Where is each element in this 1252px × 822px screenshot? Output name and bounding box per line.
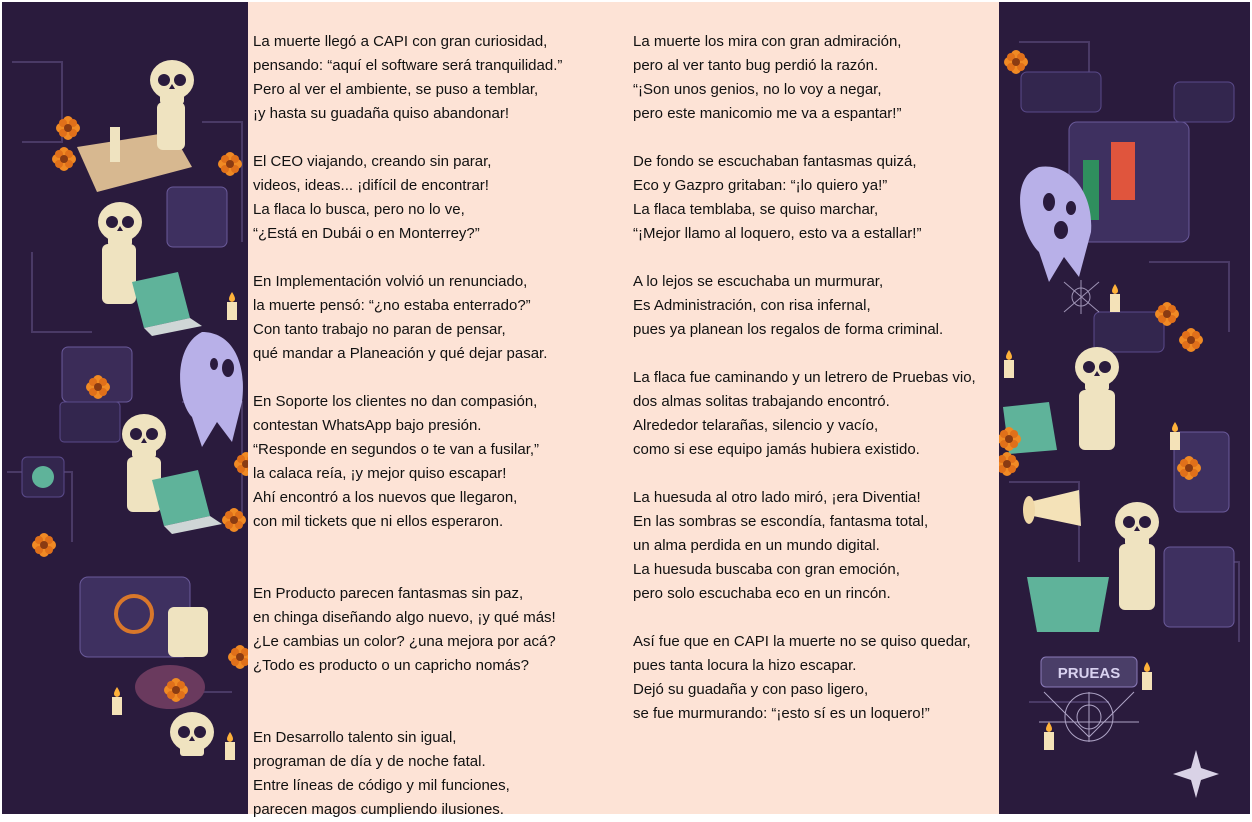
- poem-line: Así fue que en CAPI la muerte no se quiso quedar,: [633, 633, 971, 650]
- poem-line: En Implementación volvió un renunciado,: [253, 273, 528, 290]
- stanza: [633, 630, 993, 726]
- poem-line: programan de día y de noche fatal.: [253, 753, 486, 770]
- poem-line: El CEO viajando, creando sin parar,: [253, 153, 492, 170]
- poem-line: Alrededor telarañas, silencio y vacío,: [633, 417, 879, 434]
- poem-line: qué mandar a Planeación y qué dejar pasar.: [253, 345, 548, 362]
- poem-line: Con tanto trabajo no paran de pensar,: [253, 321, 506, 338]
- poem-page: [248, 2, 999, 818]
- poem-line: Ahí encontró a los nuevos que llegaron,: [253, 489, 518, 506]
- poem-line: La huesuda al otro lado miró, ¡era Diventia!: [633, 489, 921, 506]
- poem-line: “Responde en segundos o te van a fusilar,”: [253, 441, 540, 458]
- poem-line: se fue murmurando: “¡esto sí es un loquero!”: [633, 705, 930, 722]
- poem-line: videos, ideas... ¡difícil de encontrar!: [253, 177, 489, 194]
- poem-line: “¡Son unos genios, no lo voy a negar,: [633, 81, 882, 98]
- poem-line: La flaca temblaba, se quiso marchar,: [633, 201, 879, 218]
- poem-line: pero al ver tanto bug perdió la razón.: [633, 57, 879, 74]
- poem-line: Eco y Gazpro gritaban: “¡lo quiero ya!”: [633, 177, 888, 194]
- poem-line: La muerte los mira con gran admiración,: [633, 33, 902, 50]
- poem-line: dos almas solitas trabajando encontró.: [633, 393, 890, 410]
- poem-line: parecen magos cumpliendo ilusiones.: [253, 801, 504, 818]
- poem-line: Entre líneas de código y mil funciones,: [253, 777, 510, 794]
- poem-line: pero este manicomio me va a espantar!”: [633, 105, 902, 122]
- poem-line: A lo lejos se escuchaba un murmurar,: [633, 273, 884, 290]
- stanza: [633, 486, 993, 606]
- poem-line: ¿Le cambias un color? ¿una mejora por acá?: [253, 633, 556, 650]
- stanza: [633, 366, 993, 462]
- poem-line: En las sombras se escondía, fantasma total,: [633, 513, 929, 530]
- stanza: [253, 582, 623, 678]
- poem-line: ¿Todo es producto o un capricho nomás?: [253, 657, 529, 674]
- poem-line: la muerte pensó: “¿no estaba enterrado?”: [253, 297, 531, 314]
- poem-line: Dejó su guadaña y con paso ligero,: [633, 681, 869, 698]
- poem-line: con mil tickets que ni ellos esperaron.: [253, 513, 504, 530]
- poem-line: “¿Está en Dubái o en Monterrey?”: [253, 225, 480, 242]
- stanza: [633, 270, 993, 342]
- stanza: [253, 390, 623, 534]
- poem-column-right: [633, 30, 993, 726]
- poem-line: En Desarrollo talento sin igual,: [253, 729, 457, 746]
- poem-line: La flaca fue caminando y un letrero de Pruebas vio,: [633, 369, 976, 386]
- stanza: [253, 270, 623, 366]
- stanza: [633, 30, 993, 126]
- poem-line: “¡Mejor llamo al loquero, esto va a estallar!”: [633, 225, 922, 242]
- poem-line: La flaca lo busca, pero no lo ve,: [253, 201, 465, 218]
- right-illustration: [999, 2, 1250, 814]
- stanza: [253, 150, 623, 246]
- stanza: [253, 30, 623, 126]
- poem-line: la calaca reía, ¡y mejor quiso escapar!: [253, 465, 507, 482]
- poem-line: pues ya planean los regalos de forma criminal.: [633, 321, 944, 338]
- poem-line: como si ese equipo jamás hubiera existido.: [633, 441, 920, 458]
- poem-line: pues tanta locura la hizo escapar.: [633, 657, 857, 674]
- poem-line: De fondo se escuchaban fantasmas quizá,: [633, 153, 917, 170]
- poem-line: La muerte llegó a CAPI con gran curiosidad,: [253, 33, 548, 50]
- stanza: [253, 726, 623, 822]
- pruebas-sign: PRUEAS: [1057, 665, 1121, 682]
- poem-line: en chinga diseñando algo nuevo, ¡y qué más!: [253, 609, 556, 626]
- poem-column-left: [253, 30, 623, 822]
- poem-line: En Soporte los clientes no dan compasión,: [253, 393, 538, 410]
- poem-line: Es Administración, con risa infernal,: [633, 297, 871, 314]
- left-illustration: [2, 2, 248, 814]
- poem-line: La huesuda buscaba con gran emoción,: [633, 561, 900, 578]
- poem-line: un alma perdida en un mundo digital.: [633, 537, 880, 554]
- poem-line: Pero al ver el ambiente, se puso a temblar,: [253, 81, 539, 98]
- poem-line: pero solo escuchaba eco en un rincón.: [633, 585, 891, 602]
- poem-line: En Producto parecen fantasmas sin paz,: [253, 585, 524, 602]
- poem-line: pensando: “aquí el software será tranquilidad.”: [253, 57, 563, 74]
- poem-line: contestan WhatsApp bajo presión.: [253, 417, 482, 434]
- poem-line: ¡y hasta su guadaña quiso abandonar!: [253, 105, 510, 122]
- stanza: [633, 150, 993, 246]
